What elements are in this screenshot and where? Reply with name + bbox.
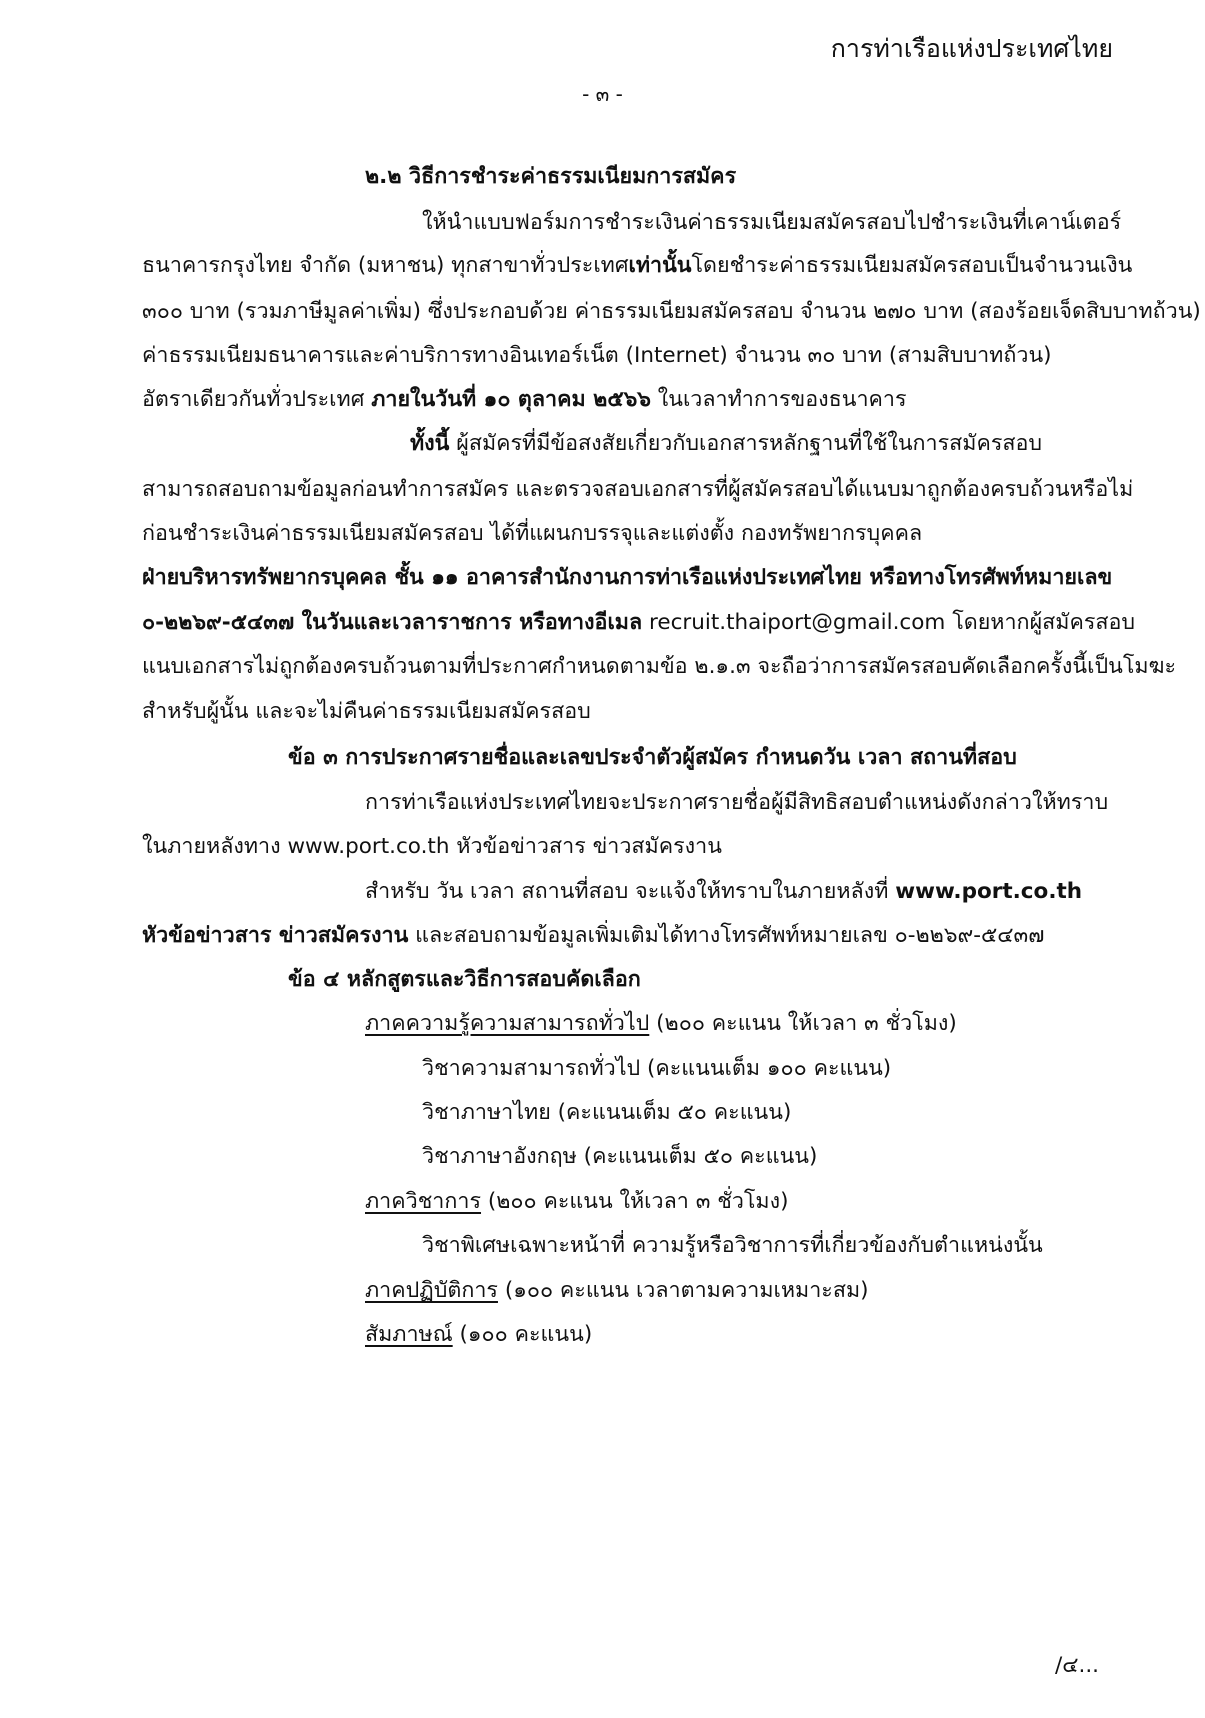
part4-title: สัมภาษณ์ <box>365 1322 453 1347</box>
para1-line5: อัตราเดียวกันทั่วประเทศ ภายในวันที่ ๑๐ ตุลาคม ๒๕๖๖ ในเวลาทำการของธนาคาร <box>142 387 907 412</box>
para1-line4: ค่าธรรมเนียมธนาคารและค่าบริการทางอินเทอร์เน็ต (Internet) จำนวน ๓๐ บาท (สามสิบบาทถ้วน) <box>142 343 1052 368</box>
page-number: - ๓ - <box>582 82 623 106</box>
part1-title: ภาคความรู้ความสามารถทั่วไป <box>365 1011 650 1036</box>
part2-line: ภาควิชาการ (๒๐๐ คะแนน ให้เวลา ๓ ชั่วโมง) <box>365 1189 789 1214</box>
org-header: การท่าเรือแห่งประเทศไทย <box>830 34 1113 63</box>
part4-line: สัมภาษณ์ (๑๐๐ คะแนน) <box>365 1322 593 1347</box>
subject-english: วิชาภาษาอังกฤษ (คะแนนเต็ม ๕๐ คะแนน) <box>422 1144 818 1169</box>
section-3-line3: สำหรับ วัน เวลา สถานที่สอบ จะแจ้งให้ทราบในภายหลังที่ www.port.co.th <box>365 879 1083 904</box>
deadline-date: ภายในวันที่ ๑๐ ตุลาคม ๒๕๖๖ <box>371 387 651 412</box>
section-2-2-heading: ๒.๒ วิธีการชำระค่าธรรมเนียมการสมัคร <box>365 164 737 189</box>
only-emphasis: เท่านั้น <box>628 253 692 278</box>
section-3-line4: หัวข้อข่าวสาร ข่าวสมัครงาน และสอบถามข้อมูลเพิ่มเติมได้ทางโทรศัพท์หมายเลข ๐-๒๒๖๙-๕๔๓๗ <box>142 923 1045 948</box>
para2-line1: ทั้งนี้ ผู้สมัครที่มีข้อสงสัยเกี่ยวกับเอกสารหลักฐานที่ใช้ในการสมัครสอบ <box>410 431 1043 456</box>
para2-line4: ฝ่ายบริหารทรัพยากรบุคคล ชั้น ๑๑ อาคารสำนักงานการท่าเรือแห่งประเทศไทย หรือทางโทรศัพท์หมายเลข <box>142 565 1113 590</box>
recruit-email: recruit.thaiport@gmail.com <box>648 610 946 635</box>
para1-line2: ธนาคารกรุงไทย จำกัด (มหาชน) ทุกสาขาทั่วประเทศ เท่านั้น โดยชำระค่าธรรมเนียมสมัครสอบเป็นจำนวนเงิน <box>142 253 1133 278</box>
section-4-heading: ข้อ ๔ หลักสูตรและวิธีการสอบคัดเลือก <box>288 967 641 992</box>
para1-line1: ให้นำแบบฟอร์มการชำระเงินค่าธรรมเนียมสมัครสอบไปชำระเงินที่เคาน์เตอร์ <box>422 210 1122 235</box>
subject-specialized: วิชาพิเศษเฉพาะหน้าที่ ความรู้หรือวิชาการที่เกี่ยวข้องกับตำแหน่งนั้น <box>422 1233 1043 1258</box>
para1-line3: ๓๐๐ บาท (รวมภาษีมูลค่าเพิ่ม) ซึ่งประกอบด้วย ค่าธรรมเนียมสมัครสอบ จำนวน ๒๗๐ บาท (สองร้อยเจ็ดสิบบาทถ้วน) <box>142 299 1201 324</box>
para2-line6: แนบเอกสารไม่ถูกต้องครบถ้วนตามที่ประกาศกำหนดตามข้อ ๒.๑.๓ จะถือว่าการสมัครสอบคัดเลือกครั้งนี้เป็นโมฆะ <box>142 654 1177 679</box>
part1-line: ภาคความรู้ความสามารถทั่วไป (๒๐๐ คะแนน ให้เวลา ๓ ชั่วโมง) <box>365 1011 957 1036</box>
continuation-mark: /๔... <box>1055 1653 1100 1678</box>
para2-line3: ก่อนชำระเงินค่าธรรมเนียมสมัครสอบ ได้ที่แผนกบรรจุและแต่งตั้ง กองทรัพยากรบุคคล <box>142 521 923 546</box>
section-3-line2: ในภายหลังทาง www.port.co.th หัวข้อข่าวสาร ข่าวสมัครงาน <box>142 834 722 859</box>
part3-title: ภาคปฏิบัติการ <box>365 1278 498 1303</box>
para2-line5: ๐-๒๒๖๙-๕๔๓๗ ในวันและเวลาราชการ หรือทางอีเมล recruit.thaiport@gmail.com โดยหากผู้สมัครสอบ <box>142 610 1136 635</box>
part2-title: ภาควิชาการ <box>365 1189 482 1214</box>
port-website: www.port.co.th <box>895 879 1083 904</box>
para2-line7: สำหรับผู้นั้น และจะไม่คืนค่าธรรมเนียมสมัครสอบ <box>142 699 591 724</box>
section-3-heading: ข้อ ๓ การประกาศรายชื่อและเลขประจำตัวผู้สมัคร กำหนดวัน เวลา สถานที่สอบ <box>288 745 1017 770</box>
subject-thai: วิชาภาษาไทย (คะแนนเต็ม ๕๐ คะแนน) <box>422 1100 792 1125</box>
section-3-line1: การท่าเรือแห่งประเทศไทยจะประกาศรายชื่อผู้มีสิทธิสอบตำแหน่งดังกล่าวให้ทราบ <box>365 790 1109 815</box>
part3-line: ภาคปฏิบัติการ (๑๐๐ คะแนน เวลาตามความเหมาะสม) <box>365 1278 869 1303</box>
para2-line2: สามารถสอบถามข้อมูลก่อนทำการสมัคร และตรวจสอบเอกสารที่ผู้สมัครสอบได้แนบมาถูกต้องครบถ้วนหรือไม่ <box>142 477 1134 502</box>
subject-general: วิชาความสามารถทั่วไป (คะแนนเต็ม ๑๐๐ คะแนน) <box>422 1056 892 1081</box>
